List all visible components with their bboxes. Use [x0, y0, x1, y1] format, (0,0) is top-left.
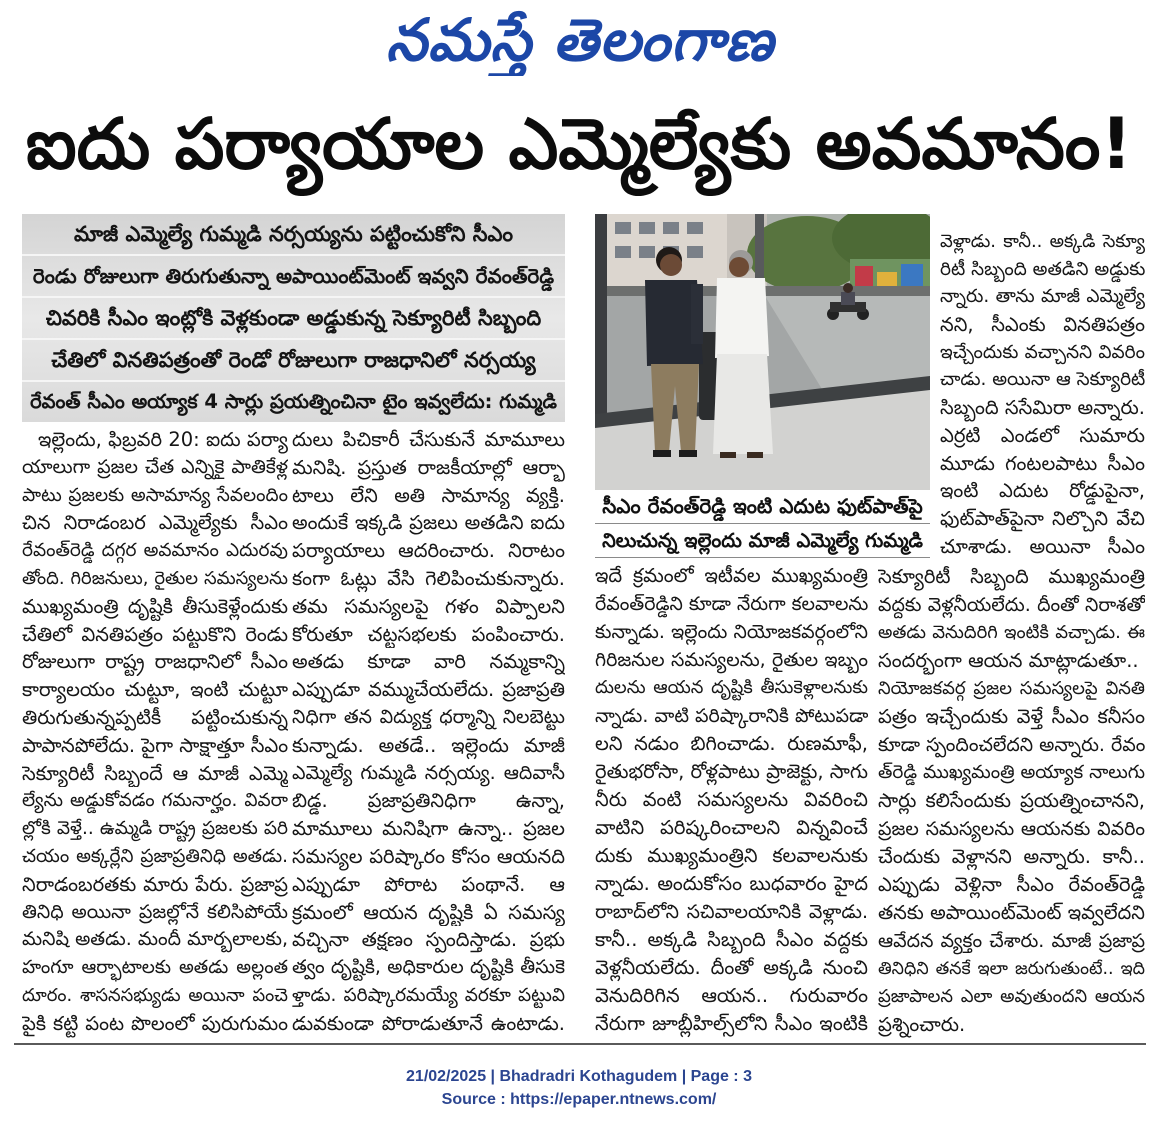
body-text-line: నిధిగా తన విద్యుక్త ధర్మాన్ని నిలబెట్టు [292, 705, 565, 728]
man-in-dark-shirt-face [660, 254, 682, 276]
man-in-dark-shirt-shoe [653, 450, 671, 457]
photo-caption-line: నిలుచున్న ఇల్లెందు మాజీ ఎమ్మెల్యే గుమ్మడి [595, 524, 930, 558]
body-text-line: రిటీ సిబ్బంది అతడిని అడ్డుకు [940, 258, 1145, 280]
man-in-white-dhoti-sandal [747, 452, 763, 458]
article-column-4-bottom [878, 563, 1145, 1039]
body-text-line: అందుకే ఇక్కడి ప్రజలు అతడిని ఐదు [292, 511, 565, 535]
body-text-line: దుకు ముఖ్యమంత్రిని కలవాలనుకు [595, 844, 868, 867]
body-text-line: త్వం దృష్టికి, అధికారుల దృష్టికి తీసుకె [292, 956, 565, 979]
body-text-line: గిరిజనుల సమస్యలను, రైతుల ఇబ్బం [595, 649, 868, 671]
body-text-line: డువకుండా పోరాడుతూనే ఉంటాడు. [292, 1011, 565, 1035]
subheading: రెండు రోజులుగా తిరుగుతున్నా అపాయింట్‌మెంట్ ఇవ్వని రేవంత్‌రెడ్డి [22, 256, 565, 298]
body-text-line: పత్రం ఇచ్చేందుకు వెళ్తే సీఎం కనీసం [878, 705, 1145, 728]
photo-caption-line: సీఎం రేవంత్‌రెడ్డి ఇంటి ఎదుట ఫుట్‌పాత్‌పై [595, 490, 930, 524]
body-text-line: పాపానపోలేదు. పైగా సాక్షాత్తూ సీఎం [22, 733, 288, 757]
masthead-logo: నమస్తే తెలంగాణ [386, 6, 774, 74]
body-text-line: కంగా ఓట్లు వేసి గెలిపించుకున్నారు. [292, 566, 565, 590]
body-text-line: నిరాడంబరతకు మారు పేరు. ప్రజాప్ర [22, 872, 288, 896]
article-column-4-top [940, 228, 1145, 560]
body-text-line: న్నారు. తాను మాజీ ఎమ్మెల్యే [940, 286, 1145, 308]
body-text-line: సార్లు కలిసేందుకు ప్రయత్నించానని, [878, 789, 1145, 812]
building-window [687, 222, 703, 234]
body-text-line: తోంది. గిరిజనులు, రైతుల సమస్యలను [22, 567, 288, 589]
body-text-line: ఇల్లెందు, ఫిబ్రవరి 20: ఐదు పర్యా [38, 428, 288, 451]
body-text-line: త్‌రెడ్డి ముఖ్యమంత్రి అయ్యాక నాలుగు [878, 762, 1145, 783]
body-text-line: నీరు వంటి సమస్యలను వివరించి [595, 788, 868, 811]
body-text-line: యాలుగా ప్రజల చేత ఎన్నికై పాతికేళ్ల [22, 455, 288, 478]
body-text-line: కున్నాడు. ఇల్లెందు నియోజకవర్గంలోని [595, 621, 868, 643]
body-text-line: నియోజకవర్గ ప్రజల సమస్యలపై వినతి [878, 678, 1145, 699]
article-column-3 [595, 562, 868, 1038]
body-text-line: టాలు లేని అతి సామాన్య వ్యక్తి. [292, 483, 565, 507]
body-text-line: ప్రజల సమస్యలను ఆయనకు వివరిం [878, 818, 1145, 840]
body-text-line: హంగూ ఆర్భాటాలకు అతడు అల్లంత [22, 957, 288, 979]
graffiti-patch [855, 266, 873, 286]
body-text-line: పర్యాయాలు ఆదరించారు. నిరాటం [292, 539, 565, 563]
body-text-line: వెళ్లాడు. కానీ.. అక్కడి సెక్యూ [940, 231, 1145, 252]
body-text-line: తినిధి అయినా ప్రజల్లోనే కలిసిపోయే [22, 900, 288, 923]
body-text-line: ఇదే క్రమంలో ఇటీవల ముఖ్యమంత్రి [595, 564, 868, 587]
body-text-line: లని నడుం బిగించాడు. రుణమాఫీ, [595, 732, 868, 755]
man-in-white-dhoti-dhoti [713, 354, 773, 454]
body-text-line: ప్రజాపాలన ఎలా అవుతుందని ఆయన [878, 986, 1145, 1007]
body-text-line: క్రమంలో ఆయన దృష్టికి ఏ సమస్య [292, 900, 565, 924]
article-column-1 [22, 426, 288, 1038]
man-in-dark-shirt-arm [691, 284, 703, 344]
body-text-line: నేరుగా జూబ్లీహిల్స్‌లోని సీఎం ఇంటికి [595, 1012, 868, 1035]
man-in-white-dhoti-sandal [720, 452, 736, 458]
body-text-line: దులు పిచికారీ చేసుకునే మామూలు [292, 428, 565, 451]
body-text-line: ఇంటి ఎదుట రోడ్డుపైనా, [940, 479, 1145, 503]
subheading: మాజీ ఎమ్మెల్యే గుమ్మడి నర్సయ్యను పట్టించుకోని సీఎం [22, 214, 565, 256]
body-text-line: ఎప్పుడూ పోరాట పంథానే. ఆ [292, 872, 565, 896]
headline: ఐదు పర్యాయాల ఎమ్మెల్యేకు అవమానం! [25, 103, 1133, 185]
building-window [639, 246, 655, 258]
body-text-line: దులను ఆయన దృష్టికి తీసుకెళ్లాలనుకు [595, 677, 868, 698]
body-text-line: ముఖ్యమంత్రి దృష్టికి తీసుకెళ్లేందుకు [22, 594, 288, 618]
body-text-line: ఎప్పుడు వెళ్లినా సీఎం రేవంత్‌రెడ్డి [878, 873, 1145, 896]
man-in-dark-shirt-shoe [679, 450, 697, 457]
photo-caption [595, 490, 930, 558]
body-text-line: ఎప్పుడూ వమ్ముచేయలేదు. ప్రజాప్రతి [292, 678, 565, 702]
body-text-line: రాబాద్‌లోని సచివాలయానికి వెళ్లాడు. [595, 901, 868, 923]
bottom-rule [14, 1043, 1146, 1045]
body-text-line: చేతిలో వినతిపత్రం పట్టుకొని రెండు [22, 622, 288, 646]
body-text-line: తనకు అపాయింట్‌మెంట్ ఇవ్వలేదని [878, 901, 1145, 924]
body-text-line: వెళ్లనీయలేదు. దీంతో అక్కడి నుంచి [595, 956, 868, 979]
graffiti-patch [901, 264, 923, 286]
building-window [663, 222, 679, 234]
body-text-line: ళ్తాడు. పరిష్కారమయ్యే వరకూ పట్టువి [292, 984, 565, 1006]
footer-edition-line: 21/02/2025 | Bhadradri Kothagudem | Page : 3 [406, 1068, 752, 1085]
man-in-white-dhoti-face [729, 257, 749, 277]
motorbike-rider [841, 292, 855, 305]
body-text-line: రేవంత్‌రెడ్డిని కూడా నేరుగా కలవాలను [595, 593, 868, 615]
left-pillar [595, 214, 607, 419]
body-text-line: సమస్యల పరిష్కారం కోసం ఆయనది [292, 844, 565, 868]
body-text-line: మూడు గంటలపాటు సీఎం [940, 451, 1145, 475]
body-text-line: ఫుట్‌పాత్‌పైనా నిల్చొని వేచి [940, 506, 1145, 530]
body-text-line: వాటిని పరిష్కరించాలని విన్నవించే [595, 816, 868, 839]
body-text-line: పైకి కట్టి పంట పొలంలో పురుగుమం [22, 1011, 288, 1035]
subheading: రేవంత్ సీఎం అయ్యాక 4 సార్లు ప్రయత్నించినా టైం ఇవ్వలేదు: గుమ్మడి [30, 390, 557, 413]
body-text-line: కోరుతూ చట్టసభలకు పంపించారు. [292, 622, 565, 646]
footer-source-line: Source : https://epaper.ntnews.com/ [441, 1091, 717, 1108]
body-text-line: నని, సీఎంకు వినతిపత్రం [940, 313, 1145, 337]
body-text-line: మనిషి అతడు. మందీ మార్బలాలకు, [22, 928, 288, 951]
body-text-line: రోజులుగా రాష్ట్ర రాజధానిలో సీఎం [22, 650, 288, 674]
body-text-line: చయం అక్కర్లేని ప్రజాప్రతినిధి అతడు. [22, 845, 288, 867]
body-text-line: ఎమ్మెల్యే గుమ్మడి నర్సయ్య. ఆదివాసీ [292, 761, 565, 784]
body-text-line: మనిషి. ప్రస్తుత రాజకీయాల్లో ఆర్భా [292, 455, 565, 479]
body-text-line: ల్యేను అడ్డుకోవడం గమనార్హం. వివరా [22, 790, 288, 812]
body-text-line: ఎర్రటి ఎండలో సుమారు [940, 423, 1145, 447]
body-text-line: దూరం. శాసనసభ్యుడు అయినా పంచె [22, 984, 288, 1006]
body-text-line: కార్యాలయం చుట్టూ, ఇంటి చుట్టూ [22, 678, 288, 702]
body-text-line: అతడు కూడా వారి నమ్మకాన్ని [292, 650, 565, 674]
body-text-line: రైతుభరోసా, రోళ్లపాటు ప్రాజెక్టు, సాగు [595, 760, 868, 783]
body-text-line: సెక్యూరిటీ సిబ్బంది ముఖ్యమంత్రి [878, 565, 1145, 588]
body-text-line: తినిధిని తనకే ఇలా జరుగుతుంటే.. ఇది [878, 959, 1145, 979]
building-window [615, 222, 631, 234]
body-text-line: సిబ్బంది ససేమిరా అన్నారు. [940, 396, 1145, 420]
body-text-line: ఇచ్చేందుకు వచ్చానని వివరిం [940, 341, 1145, 363]
body-text-line: బిడ్డ. ప్రజాప్రతినిధిగా ఉన్నా, [292, 789, 565, 813]
body-text-line: వెనుదిరిగిన ఆయన.. గురువారం [595, 984, 868, 1007]
body-text-line: ఆవేదన వ్యక్తం చేశారు. మాజీ ప్రజాప్ర [878, 930, 1145, 952]
building-window [687, 246, 703, 258]
body-text-line: చేందుకు వెళ్లానని అన్నారు. కానీ.. [878, 845, 1145, 868]
body-text-line: చూశాడు. అయినా సీఎం [940, 534, 1145, 558]
body-text-line: సెక్యూరిటీ సిబ్బందే ఆ మాజీ ఎమ్మె [22, 761, 288, 785]
body-text-line: తిరుగుతున్నప్పటికీ పట్టించుకున్న [22, 705, 288, 729]
body-text-line: న్నాడు. వాటి పరిష్కారానికి పోటుపడా [595, 705, 868, 727]
subheading: చేతిలో వినతిపత్రంతో రెండో రోజులుగా రాజధానిలో నర్సయ్య [22, 340, 565, 382]
article-column-2 [292, 426, 565, 1038]
body-text-line: సందర్భంగా ఆయన మాట్లాడుతూ.. [878, 649, 1139, 672]
body-text-line: రేవంత్‌రెడ్డి దగ్గర అవమానం ఎదురవు [22, 540, 288, 562]
body-text-line: చిన నిరాడంబర ఎమ్మెల్యేకు సీఎం [22, 511, 288, 535]
body-text-line: తమ సమస్యలపై గళం విప్పాలని [292, 594, 565, 618]
body-text-line: న్నాడు. అందుకోసం బుధవారం హైద [595, 872, 868, 895]
man-in-white-dhoti-shirt [715, 278, 769, 358]
body-text-line: మామూలు మనిషిగా ఉన్నా.. ప్రజల [292, 817, 565, 841]
graffiti-patch [877, 272, 897, 286]
motorbike-rider-head [843, 283, 853, 293]
body-text-line: చాడు. అయినా ఆ సెక్యూరిటీ [940, 369, 1145, 391]
subheading: చివరికి సీఎం ఇంట్లోకి వెళ్లకుండా అడ్డుకున్న సెక్యూరిటీ సిబ్బంది [22, 298, 565, 340]
news-photo [595, 214, 930, 490]
body-text-line: వచ్చినా తక్షణం స్పందిస్తాడు. ప్రభు [292, 928, 565, 952]
subheadings-box [22, 214, 565, 422]
body-text-line: కానీ.. అక్కడి సిబ్బంది సీఎం వద్దకు [595, 928, 868, 951]
body-text-line: ల్లోకి వెళ్తే.. ఉమ్మడి రాష్ట్ర ప్రజలకు పరి [22, 818, 288, 840]
body-text-line: వద్దకు వెళ్లనీయలేదు. దీంతో నిరాశతో [878, 594, 1145, 616]
building-window [615, 246, 631, 258]
body-text-line: పాటు ప్రజలకు అసామాన్య సేవలందిం [22, 484, 288, 506]
body-text-line: అతడు వెనుదిరిగి ఇంటికి వచ్చాడు. ఈ [878, 622, 1145, 643]
body-text-line: ప్రశ్నించారు. [878, 1013, 966, 1036]
building-window [639, 222, 655, 234]
body-text-line: కూడా స్పందించలేదని అన్నారు. రేవం [878, 734, 1145, 756]
body-text-line: కున్నాడు. అతడే.. ఇల్లెందు మాజీ [292, 733, 565, 757]
